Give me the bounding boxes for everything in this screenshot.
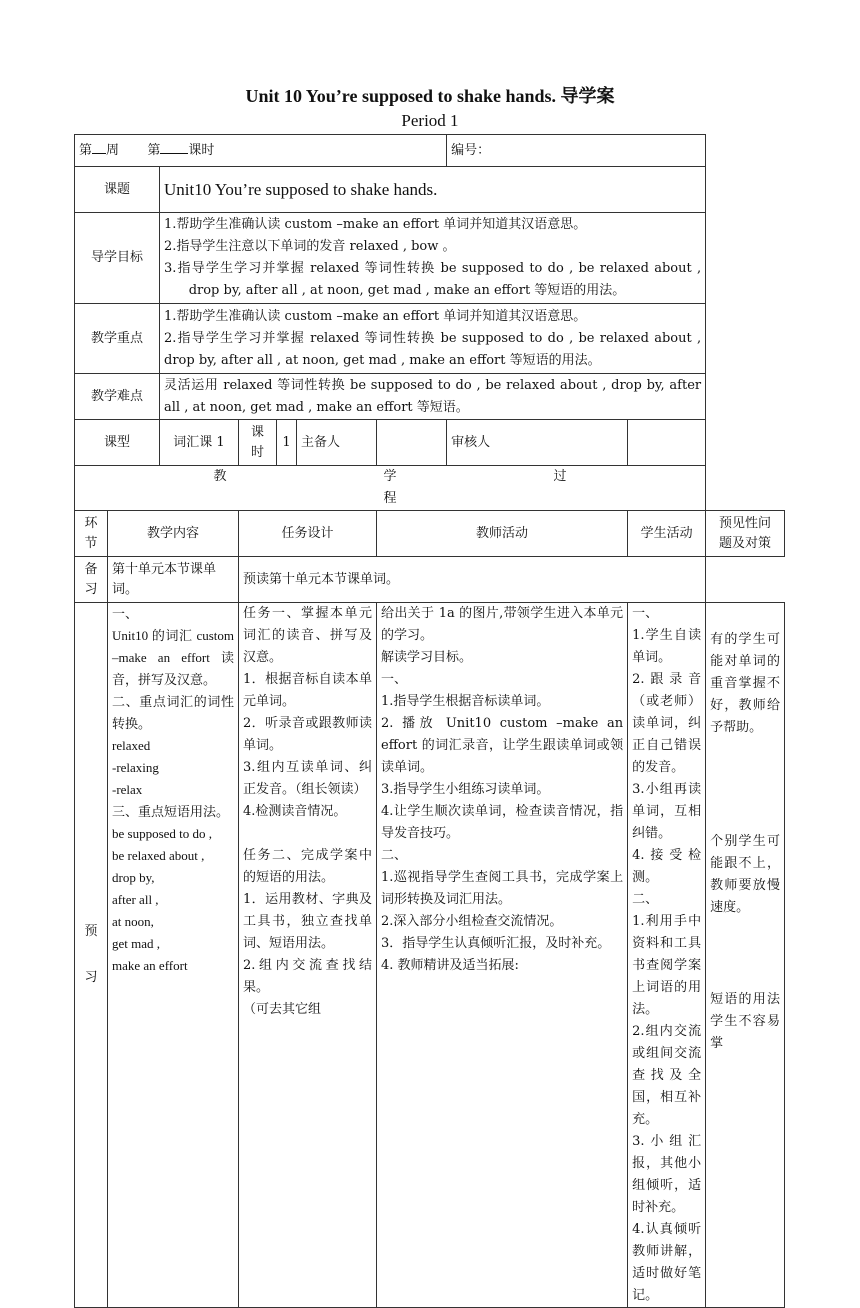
key-points-row <box>75 304 785 374</box>
col-content: 教学内容 <box>108 511 239 557</box>
topic-label: 课题 <box>75 167 160 213</box>
goal-item: 1.帮助学生准确认读 custom –make an effort 单词并知道其汉语意思。 <box>164 217 587 232</box>
number-label: 编号： <box>451 142 491 158</box>
col-teacher: 教师活动 <box>377 511 628 557</box>
week-blank <box>92 139 106 154</box>
preparer-value <box>377 420 447 466</box>
lesson-type-label: 课型 <box>75 420 160 466</box>
goals-row <box>75 213 785 304</box>
process-heading: 教 学 过程 <box>75 466 706 511</box>
week-suffix: 周 <box>106 143 120 158</box>
hours-value: 1 <box>277 420 297 466</box>
difficulties-label: 教学难点 <box>75 374 160 420</box>
preview-expected: 有的学生可能对单词的重音掌握不好，教师给予帮助。 个别学生可能跟不上，教师要放慢速度。 短语的用法学生不容易掌 <box>706 603 785 1308</box>
reviewer-value <box>628 420 706 466</box>
prep-stage: 备 习 <box>75 557 108 603</box>
preview-content: 一、 Unit10 的词汇 custom –make an effort 读音，拼写及汉意。 二、重点词汇的词性转换。 relaxed -relaxing -relax 三、重点短语用法。 be supposed to do , be relaxed about , drop by, after all , at noon, get mad , make an effort <box>108 603 239 1308</box>
reviewer-label: 审核人 <box>447 420 628 466</box>
col-expected: 预见性问 题及对策 <box>706 511 785 557</box>
difficulties-row <box>75 374 785 420</box>
page-title: Unit 10 You’re supposed to shake hands. 导学案 <box>245 86 615 106</box>
lesson-type-value: 词汇课 1 <box>160 420 239 466</box>
lesson-plan-table <box>74 134 785 1308</box>
goals-content <box>160 213 706 304</box>
info-row <box>75 135 785 167</box>
process-heading-row <box>75 466 785 511</box>
page-subtitle: Period 1 <box>401 111 459 130</box>
goal-item: 3.指导学生学习并掌握 relaxed 等词性转换 be supposed to do , be relaxed about , drop by, after all , at noon, get mad , make an effort 等短语的用法。 <box>164 261 702 298</box>
goal-item: 2.指导学生注意以下单词的发音 relaxed , bow 。 <box>164 239 456 254</box>
key-points-content <box>160 304 706 374</box>
key-point-item: 2.指导学生学习并掌握 relaxed 等词性转换 be supposed to do , be relaxed about , drop by, after all , at noon, get mad , make an effort 等短语的用法。 <box>164 330 702 368</box>
preview-stage: 预 习 <box>75 603 108 1308</box>
preview-task: 任务一、掌握本单元词汇的读音、拼写及汉意。 1．根据音标自读本单元单词。 2．听录音或跟教师读单词。 3.组内互读单词、纠正发音。（组长领读） 4.检测读音情况。 任务二、完成学案中的短语的用法。 1．运用教材、字典及工具书，独立查找单词、短语用法。 2.组内交流查找结果。 （可去其它组 <box>239 603 377 1308</box>
col-task: 任务设计 <box>239 511 377 557</box>
topic-value: Unit10 You’re supposed to shake hands. <box>160 167 706 213</box>
lesson-type-row <box>75 420 785 466</box>
preview-student: 一、 1.学生自读单词。 2.跟录音（或老师）读单词，纠正自己错误的发音。 3.小组再读单词，互相纠错。 4.接受检测。 二、 1.利用手中资料和工具书查阅学案上词语的用法。 2.组内交流或组间交流查找及全国，相互补充。 3.小组汇报，其他小组倾听，适时补充。 4.认真倾听教师讲解，适时做好笔记。 <box>628 603 706 1308</box>
preview-teacher: 给出关于 1a 的图片,带领学生进入本单元的学习。 解读学习目标。 一、 1.指导学生根据音标读单词。 2. 播放 Unit10 custom –make an effort 的词汇录音，让学生跟读单词或领读单词。 3.指导学生小组练习读单词。 4.让学生顺次读单词，检查读音情况，指导发音技巧。 二、 1.巡视指导学生查阅工具书，完成学案上词形转换及词汇用法。 2.深入部分小组检查交流情况。 3．指导学生认真倾听汇报，及时补充。 4. 教师精讲及适当拓展: <box>377 603 628 1308</box>
key-points-label: 教学重点 <box>75 304 160 374</box>
column-header-row <box>75 511 785 557</box>
col-student: 学生活动 <box>628 511 706 557</box>
prep-content: 第十单元本节课单词。 <box>108 557 239 603</box>
difficulties-content: 灵活运用 relaxed 等词性转换 be supposed to do , be relaxed about , drop by, after all , at noon, get mad , make an effort 等短语。 <box>160 374 706 420</box>
lesson-prefix: 第 <box>147 143 161 158</box>
prep-row <box>75 557 785 603</box>
number-cell <box>447 135 706 167</box>
lesson-blank <box>160 139 188 154</box>
col-stage: 环 节 <box>75 511 108 557</box>
hours-label: 课 时 <box>239 420 277 466</box>
goals-label: 导学目标 <box>75 213 160 304</box>
topic-row <box>75 167 785 213</box>
lesson-suffix: 课时 <box>188 143 215 158</box>
key-point-item: 1.帮助学生准确认读 custom –make an effort 单词并知道其汉语意思。 <box>164 308 587 324</box>
week-prefix: 第 <box>79 143 93 158</box>
prep-task: 预读第十单元本节课单词。 <box>239 557 706 603</box>
preview-row <box>75 603 785 1308</box>
week-lesson-cell <box>75 135 447 167</box>
preparer-label: 主备人 <box>297 420 377 466</box>
